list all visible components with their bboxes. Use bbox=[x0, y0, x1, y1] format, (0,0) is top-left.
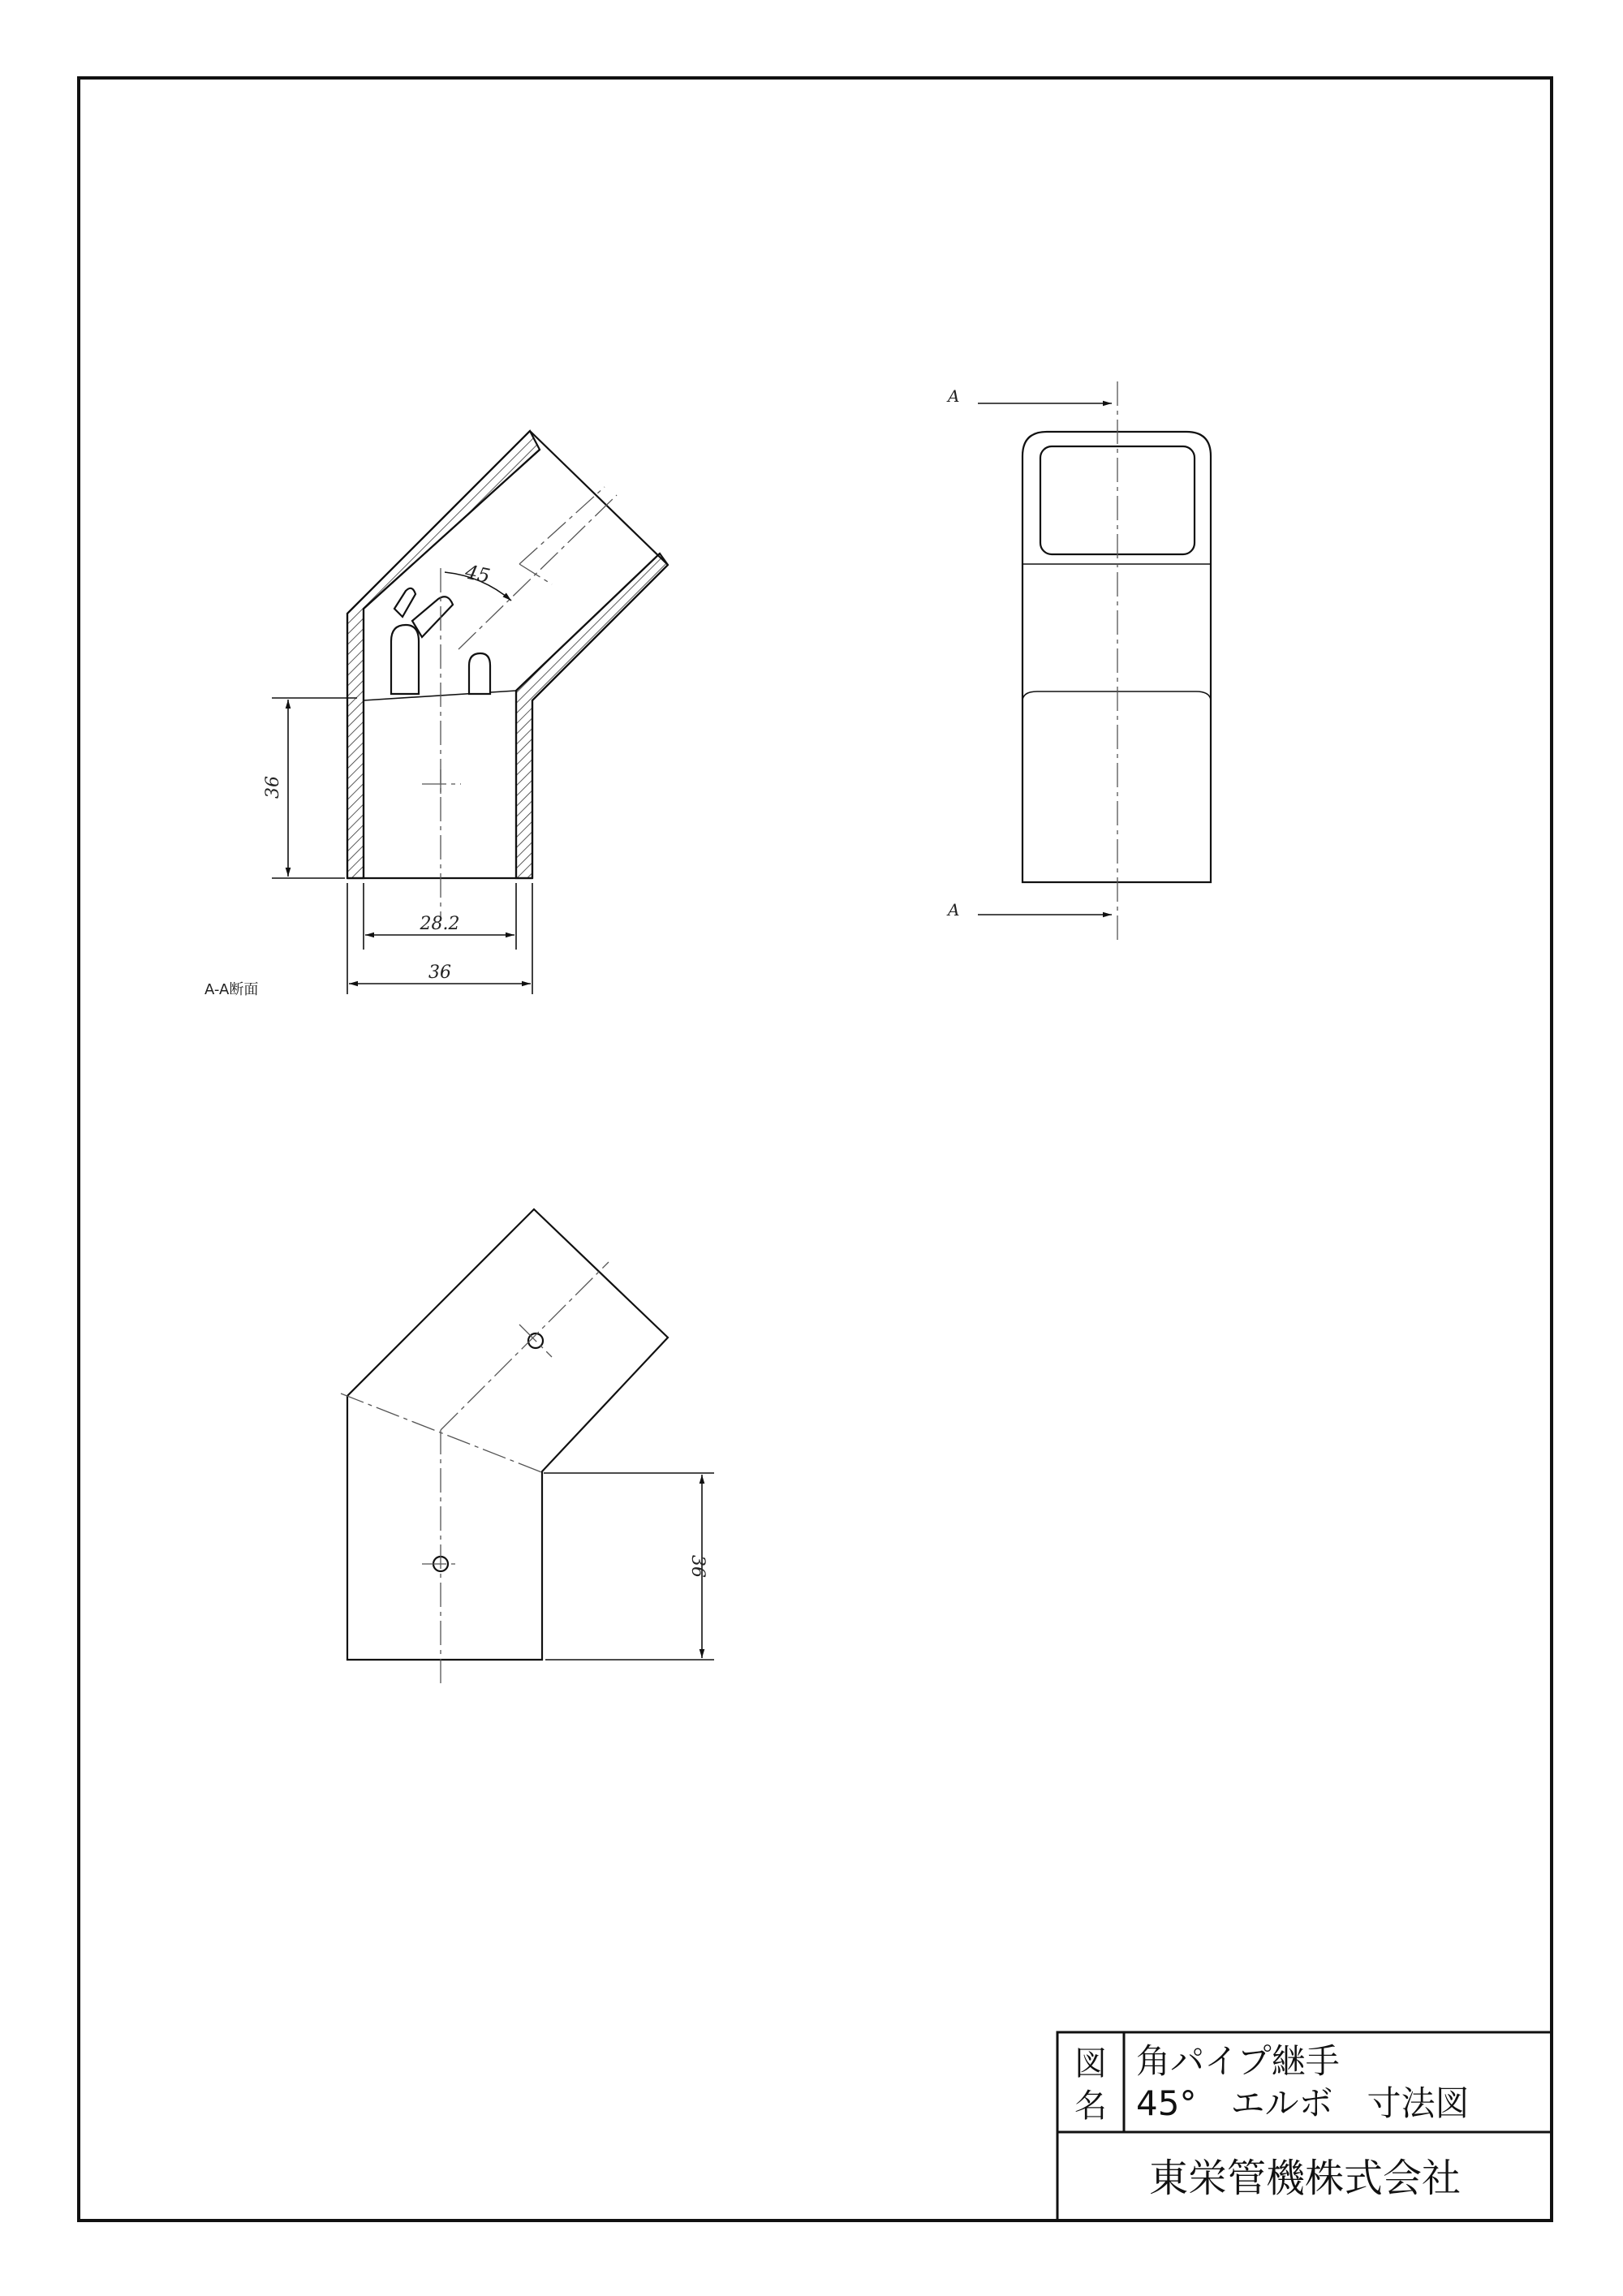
section-height-dimension bbox=[272, 698, 357, 878]
section-inner-right bbox=[516, 554, 660, 878]
bottom-outline bbox=[347, 1209, 668, 1660]
section-joint-line bbox=[364, 691, 516, 700]
section-rib-4 bbox=[394, 588, 415, 617]
cut-label-top: A bbox=[948, 386, 960, 406]
title-block-label-1: 図 bbox=[1074, 2045, 1107, 2083]
section-view bbox=[347, 431, 668, 878]
section-outer-left bbox=[347, 431, 530, 878]
section-rib-3 bbox=[469, 653, 490, 694]
outer-width-label: 36 bbox=[428, 963, 451, 983]
front-view bbox=[1022, 432, 1211, 882]
angle-label: 45 bbox=[463, 560, 493, 588]
section-rib-2 bbox=[412, 597, 453, 637]
inner-width-label: 28.2 bbox=[420, 914, 460, 934]
front-outline bbox=[1022, 432, 1211, 882]
section-right-wall-hatch bbox=[516, 554, 668, 878]
company-name: 東栄管機株式会社 bbox=[1148, 2156, 1462, 2201]
section-left-wall-hatch bbox=[347, 431, 540, 878]
section-top-opening bbox=[530, 431, 668, 565]
title-block-label-2: 名 bbox=[1074, 2087, 1107, 2125]
drawing-title-line-1: 角パイプ継手 bbox=[1136, 2041, 1340, 2081]
section-caption: A-A断面 bbox=[204, 981, 259, 998]
front-joint-curve bbox=[1022, 691, 1211, 700]
drawing-frame bbox=[79, 78, 1552, 2221]
bottom-view bbox=[347, 1209, 668, 1660]
bottom-centerlines bbox=[341, 1262, 609, 1688]
drawing-title-line-2: 45° エルボ 寸法図 bbox=[1136, 2083, 1470, 2123]
section-rib-1 bbox=[391, 625, 419, 694]
section-height-label: 36 bbox=[263, 776, 283, 799]
bottom-height-label: 36 bbox=[687, 1555, 708, 1578]
cut-label-bottom: A bbox=[948, 900, 960, 920]
